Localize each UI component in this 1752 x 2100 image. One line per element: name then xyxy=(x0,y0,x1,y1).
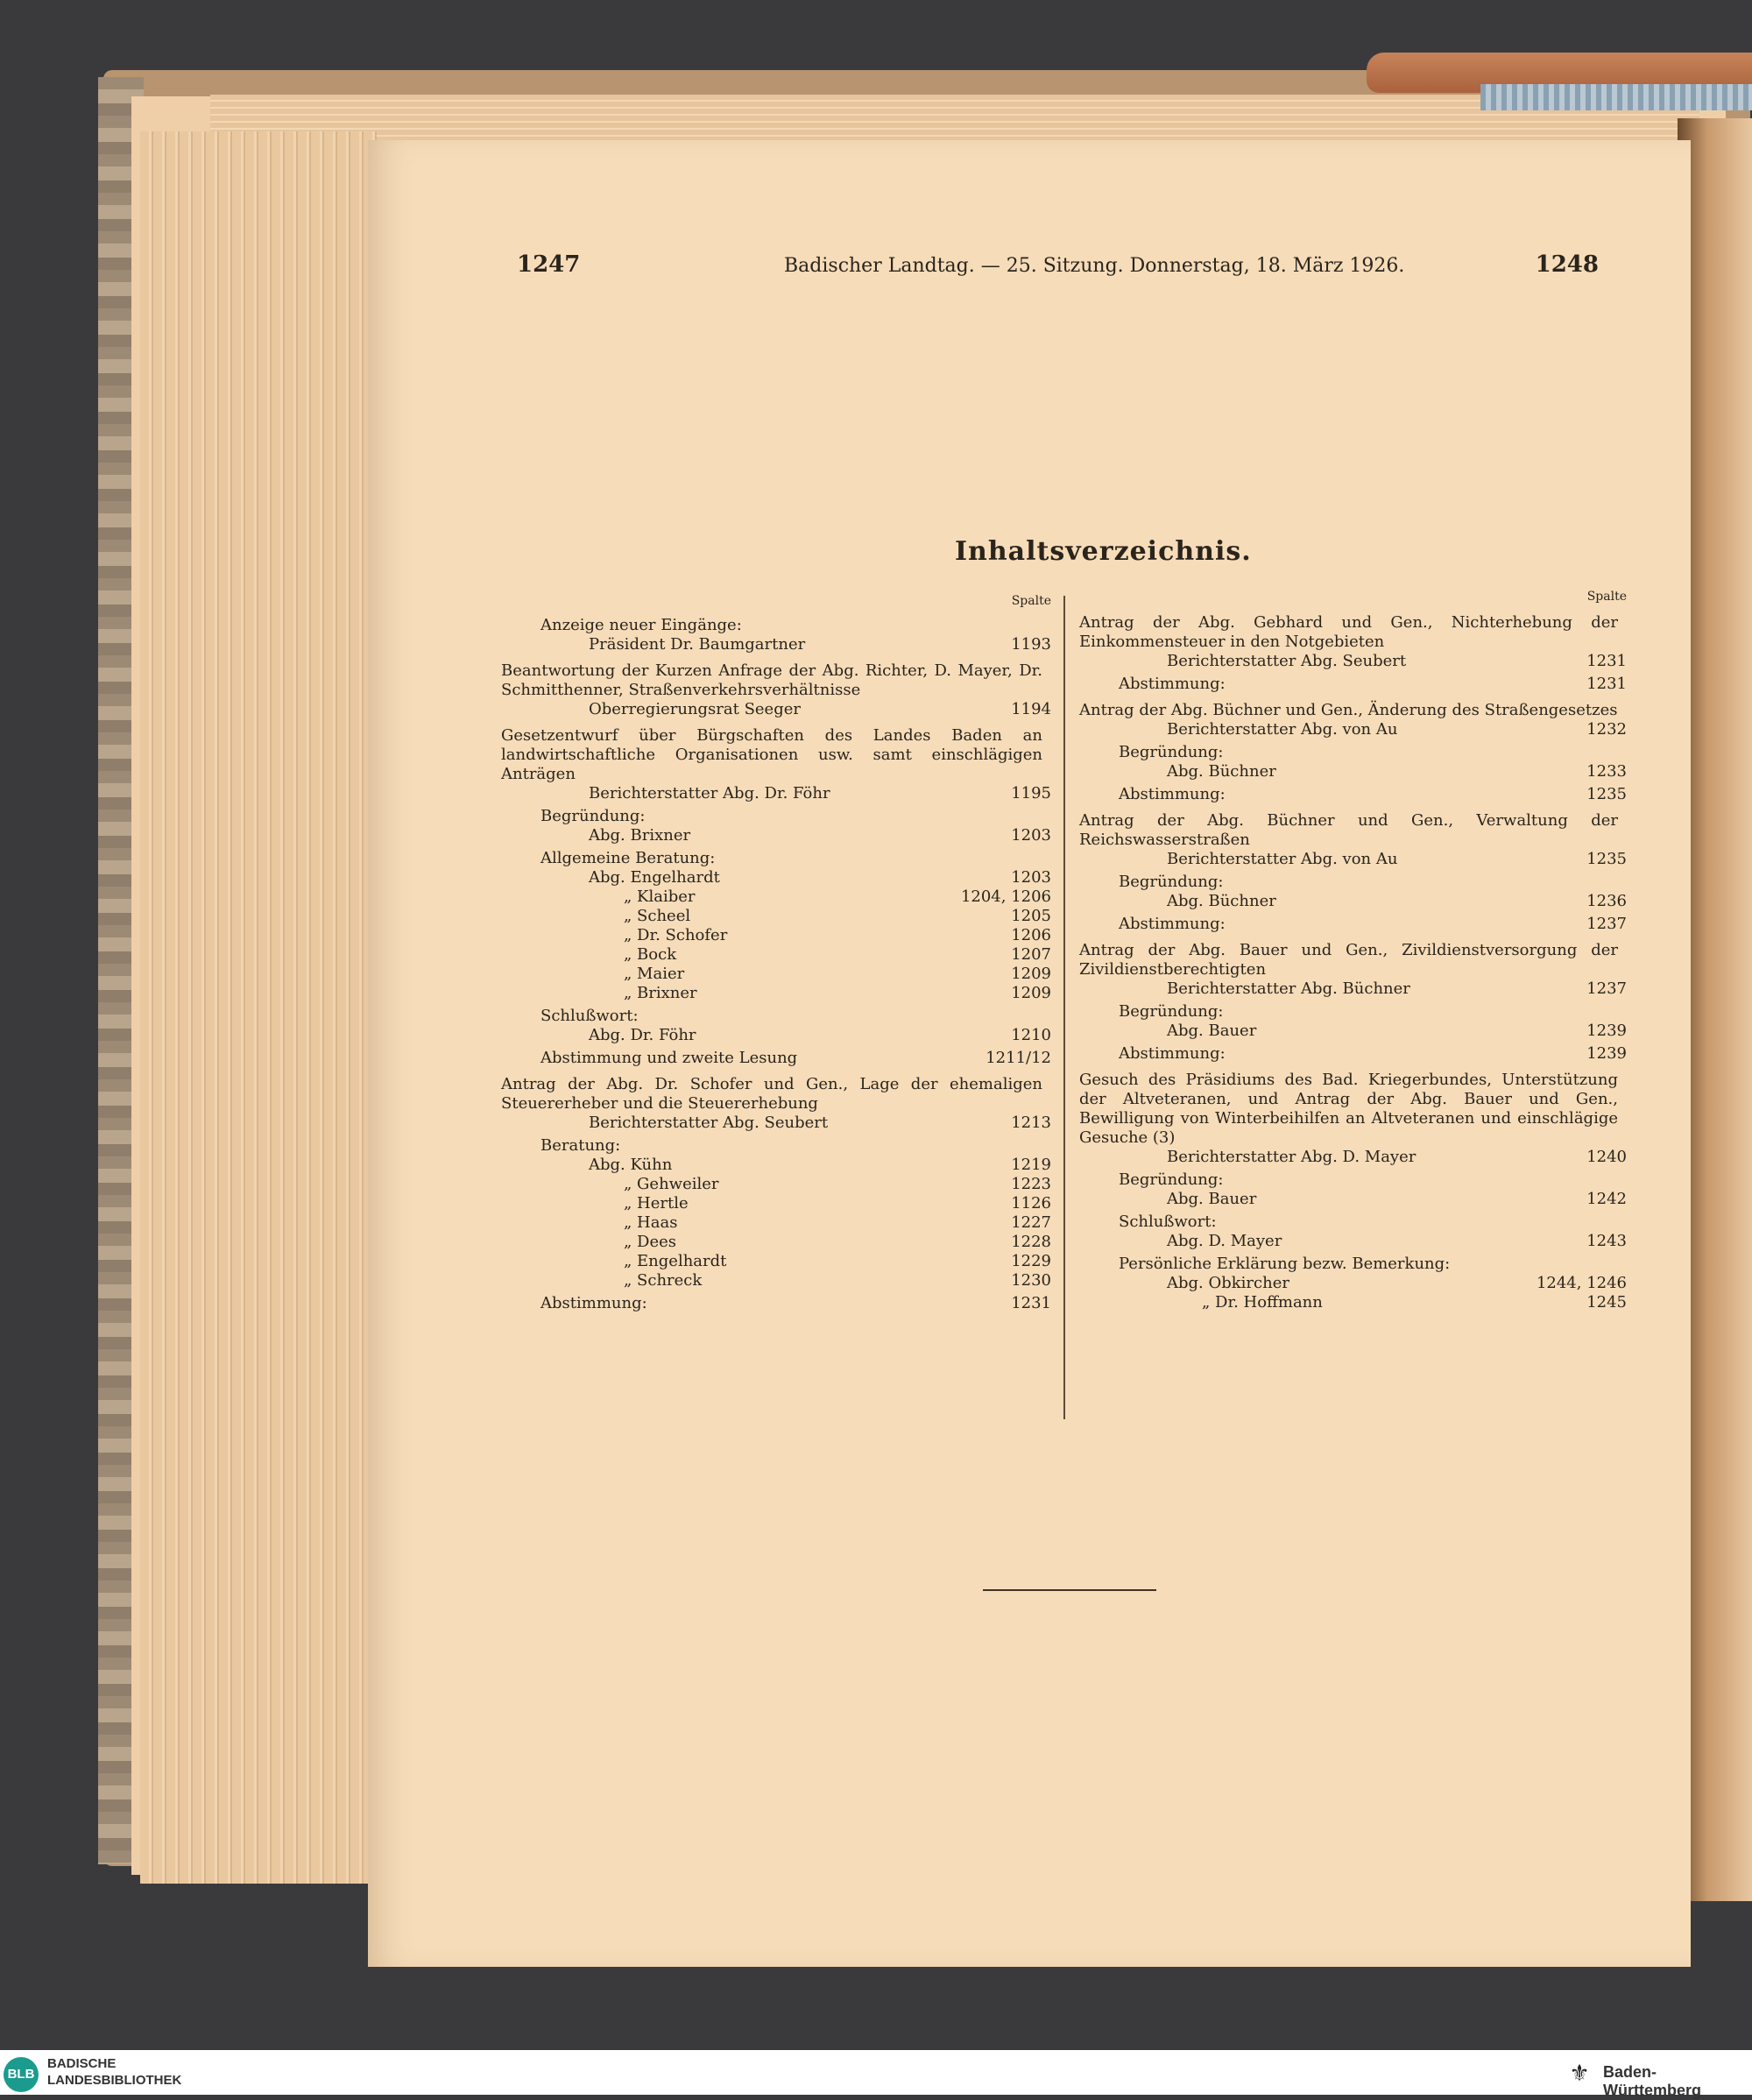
toc-entry-column-number: 1245 xyxy=(1586,1293,1627,1312)
footer-bar xyxy=(0,2050,1752,2099)
toc-entry-text: Berichterstatter Abg. von Au xyxy=(1167,850,1398,868)
toc-entry xyxy=(501,700,1051,719)
state-coat-of-arms-icon[interactable]: ⚜ xyxy=(1569,2061,1590,2087)
toc-entry-text: „ Maier xyxy=(624,965,685,983)
toc-entry xyxy=(1079,785,1627,804)
toc-entry xyxy=(501,1075,1051,1114)
toc-entry-text: „ Bock xyxy=(624,945,677,964)
toc-entry-text: Abg. Dr. Föhr xyxy=(589,1026,696,1044)
toc-entry-column-number: 1204, 1206 xyxy=(960,887,1051,906)
toc-entry xyxy=(1079,850,1627,869)
toc-entry-column-number: 1211/12 xyxy=(986,1049,1051,1067)
toc-entry-column-number: 1205 xyxy=(1011,907,1051,925)
toc-entry-text: Begründung: xyxy=(1119,873,1224,891)
toc-entry-text: Allgemeine Beratung: xyxy=(540,849,716,867)
toc-entry-text: „ Haas xyxy=(624,1213,678,1232)
toc-entry-text: „ Dr. Schofer xyxy=(624,926,728,944)
toc-entry-text: Abstimmung: xyxy=(1119,1044,1226,1063)
column-number-right: 1248 xyxy=(1535,251,1599,278)
toc-entry-column-number: 1237 xyxy=(1586,979,1627,998)
toc-entry xyxy=(1079,811,1627,850)
toc-entry-column-number: 1213 xyxy=(1011,1114,1051,1132)
toc-entry-text: „ Engelhardt xyxy=(624,1252,727,1270)
toc-entry-text: „ Gehweiler xyxy=(624,1175,719,1193)
toc-entry xyxy=(501,1252,1051,1271)
toc-entry-column-number: 1126 xyxy=(1011,1194,1051,1213)
toc-entry-text: Oberregierungsrat Seeger xyxy=(589,700,801,718)
toc-entry xyxy=(501,1294,1051,1313)
toc-entry-text: „ Dees xyxy=(624,1233,677,1251)
toc-entry-column-number: 1210 xyxy=(1011,1026,1051,1044)
toc-entry-text: „ Klaiber xyxy=(624,887,696,906)
toc-entry xyxy=(501,1233,1051,1252)
toc-entry xyxy=(501,965,1051,984)
toc-entry-column-number: 1235 xyxy=(1586,785,1627,803)
toc-entry-column-number: 1242 xyxy=(1586,1190,1627,1208)
toc-entry xyxy=(1079,1232,1627,1251)
toc-entry xyxy=(1079,1293,1627,1312)
toc-entry-text: Beantwortung der Kurzen Anfrage der Abg. Richter, D. Mayer, Dr. Schmitthenner, Straßenverkehrsverhältnisse xyxy=(501,661,1042,699)
toc-entry xyxy=(501,1156,1051,1175)
column-divider xyxy=(1063,596,1065,1419)
toc-entry-text: Abstimmung: xyxy=(540,1294,647,1312)
toc-entry xyxy=(501,887,1051,907)
toc-entry-column-number: 1219 xyxy=(1011,1156,1051,1174)
toc-entry-text: Gesuch des Präsidiums des Bad. Kriegerbundes, Unterstützung der Altveteranen, und Antrag der Abg. Bauer und Gen., Bewilligung von Winterbeihilfen an Altveteranen und einschlägige Gesuche (3) xyxy=(1079,1071,1618,1147)
toc-entry-column-number: 1193 xyxy=(1011,635,1051,654)
running-head-title: Badischer Landtag. — 25. Sitzung. Donnerstag, 18. März 1926. xyxy=(784,255,1405,277)
toc-entry-column-number: 1228 xyxy=(1011,1233,1051,1251)
blb-name-line2: LANDESBIBLIOTHEK xyxy=(47,2073,182,2088)
toc-entry xyxy=(501,661,1051,700)
bookmark-band xyxy=(1480,84,1752,110)
toc-entry-text: „ Scheel xyxy=(624,907,691,925)
toc-entry-text: „ Hertle xyxy=(624,1194,689,1213)
toc-entry-column-number: 1244, 1246 xyxy=(1536,1274,1627,1292)
toc-entry-text: Berichterstatter Abg. Seubert xyxy=(589,1114,829,1132)
toc-entry xyxy=(1079,941,1627,979)
toc-entry xyxy=(1079,1170,1627,1190)
toc-entry xyxy=(501,807,1051,826)
toc-entry xyxy=(501,1271,1051,1290)
toc-entry-text: Abstimmung und zweite Lesung xyxy=(540,1049,798,1067)
blb-logo-icon[interactable]: BLB xyxy=(4,2057,39,2092)
toc-entry-column-number: 1235 xyxy=(1586,850,1627,868)
toc-entry xyxy=(501,1194,1051,1213)
toc-entry xyxy=(1079,892,1627,911)
toc-entry-text: Antrag der Abg. Dr. Schofer und Gen., Lage der ehemaligen Steuererheber und die Steuererhebung xyxy=(501,1075,1042,1113)
toc-entry-column-number: 1229 xyxy=(1011,1252,1051,1270)
toc-entry-column-number: 1223 xyxy=(1011,1175,1051,1193)
toc-entry-text: Schlußwort: xyxy=(1119,1213,1217,1231)
toc-entry-text: „ Schreck xyxy=(624,1271,703,1290)
column-number-left: 1247 xyxy=(517,251,581,278)
toc-entry-text: Abg. Brixner xyxy=(589,826,691,845)
toc-entry xyxy=(501,1049,1051,1068)
toc-entry-text: Abstimmung: xyxy=(1119,915,1226,933)
toc-entry-text: Begründung: xyxy=(1119,743,1224,761)
toc-entry-column-number: 1237 xyxy=(1586,915,1627,933)
toc-entry-column-number: 1207 xyxy=(1011,945,1051,964)
toc-entry-column-number: 1243 xyxy=(1586,1232,1627,1250)
toc-entry-text: Berichterstatter Abg. Büchner xyxy=(1167,979,1410,998)
toc-entry-text: Abg. Büchner xyxy=(1167,762,1276,781)
toc-entry-text: Antrag der Abg. Bauer und Gen., Zivildienstversorgung der Zivildienstberechtigten xyxy=(1079,941,1618,979)
toc-entry-column-number: 1206 xyxy=(1011,926,1051,944)
toc-entry-text: Berichterstatter Abg. Seubert xyxy=(1167,652,1407,670)
page-side-edges xyxy=(140,131,377,1884)
toc-entry xyxy=(501,1026,1051,1045)
toc-entry-column-number: 1230 xyxy=(1011,1271,1051,1290)
blb-name-line1: BADISCHE xyxy=(47,2056,117,2071)
page-title: Inhaltsverzeichnis. xyxy=(955,536,1252,567)
toc-entry-column-number: 1240 xyxy=(1586,1148,1627,1166)
toc-entry-column-number: 1236 xyxy=(1586,892,1627,910)
toc-entry xyxy=(501,726,1051,784)
toc-entry xyxy=(501,1175,1051,1194)
toc-entry-text: Anzeige neuer Eingänge: xyxy=(540,616,742,634)
spalte-label: Spalte xyxy=(1011,594,1051,608)
toc-entry-column-number: 1232 xyxy=(1586,720,1627,739)
toc-entry-text: „ Brixner xyxy=(624,984,697,1002)
toc-entry-column-number: 1209 xyxy=(1011,965,1051,983)
toc-left-column xyxy=(501,591,1051,1313)
toc-entry-text: Präsident Dr. Baumgartner xyxy=(589,635,806,654)
page-top-edges xyxy=(210,95,1699,147)
bw-label[interactable]: Baden-Württemberg xyxy=(1603,2063,1701,2099)
toc-entry-text: Gesetzentwurf über Bürgschaften des Landes Baden an landwirtschaftliche Organisationen usw. samt einschlägigen Anträgen xyxy=(501,726,1042,783)
toc-entry xyxy=(1079,1148,1627,1167)
toc-entry xyxy=(1079,701,1627,720)
toc-entry xyxy=(501,826,1051,845)
toc-entry-column-number: 1231 xyxy=(1011,1294,1051,1312)
toc-entry-text: Persönliche Erklärung bezw. Bemerkung: xyxy=(1119,1255,1451,1273)
toc-entry xyxy=(1079,873,1627,892)
toc-entry-text: Abg. Bauer xyxy=(1167,1022,1257,1040)
toc-entry xyxy=(501,926,1051,945)
toc-entry xyxy=(1079,915,1627,934)
toc-entry xyxy=(501,945,1051,965)
toc-entry-column-number: 1209 xyxy=(1011,984,1051,1002)
toc-entry xyxy=(501,1213,1051,1233)
blb-name[interactable] xyxy=(47,2055,181,2089)
toc-entry xyxy=(1079,720,1627,739)
toc-entry xyxy=(501,1007,1051,1026)
toc-entry xyxy=(1079,762,1627,781)
spalte-label: Spalte xyxy=(1586,590,1627,604)
toc-entry-text: Abg. Kühn xyxy=(589,1156,673,1174)
toc-entry xyxy=(1079,1071,1627,1148)
toc-entry-text: Abg. Bauer xyxy=(1167,1190,1257,1208)
toc-entry xyxy=(1079,613,1627,652)
toc-entry xyxy=(1079,652,1627,671)
toc-entry-column-number: 1203 xyxy=(1011,826,1051,845)
toc-entry xyxy=(1079,1274,1627,1293)
toc-entry-column-number: 1195 xyxy=(1011,784,1051,803)
toc-entry-text: „ Dr. Hoffmann xyxy=(1202,1293,1323,1312)
toc-entry xyxy=(1079,675,1627,694)
toc-entry-text: Antrag der Abg. Büchner und Gen., Änderung des Straßengesetzes xyxy=(1079,701,1618,719)
toc-entry xyxy=(1079,1044,1627,1064)
toc-entry-text: Berichterstatter Abg. Dr. Föhr xyxy=(589,784,830,803)
toc-entry xyxy=(501,849,1051,868)
toc-entry-column-number: 1239 xyxy=(1586,1044,1627,1063)
toc-entry xyxy=(1079,1255,1627,1274)
toc-entry xyxy=(1079,979,1627,999)
toc-entry-column-number: 1227 xyxy=(1011,1213,1051,1232)
toc-entry-text: Abstimmung: xyxy=(1119,785,1226,803)
toc-entry-text: Schlußwort: xyxy=(540,1007,639,1025)
toc-entry-text: Antrag der Abg. Büchner und Gen., Verwaltung der Reichswasserstraßen xyxy=(1079,811,1618,849)
toc-entry xyxy=(501,868,1051,887)
toc-entry-column-number: 1203 xyxy=(1011,868,1051,887)
toc-entry-column-number: 1239 xyxy=(1586,1022,1627,1040)
toc-entry xyxy=(1079,1022,1627,1041)
toc-entry xyxy=(501,1114,1051,1133)
toc-entry-text: Berichterstatter Abg. von Au xyxy=(1167,720,1398,739)
toc-entry-column-number: 1231 xyxy=(1586,675,1627,693)
toc-entry-text: Begründung: xyxy=(540,807,646,825)
toc-entry-column-number: 1194 xyxy=(1011,700,1051,718)
toc-entry-text: Abstimmung: xyxy=(1119,675,1226,693)
toc-right-column xyxy=(1079,587,1627,1312)
toc-entry-column-number: 1233 xyxy=(1586,762,1627,781)
toc-entry xyxy=(501,1136,1051,1156)
toc-entry-text: Abg. Engelhardt xyxy=(589,868,720,887)
toc-entry-text: Begründung: xyxy=(1119,1170,1224,1189)
toc-entry-text: Abg. D. Mayer xyxy=(1167,1232,1282,1250)
running-head xyxy=(517,251,1612,286)
toc-entry xyxy=(1079,1190,1627,1209)
toc-entry xyxy=(1079,1002,1627,1022)
toc-entry-text: Berichterstatter Abg. D. Mayer xyxy=(1167,1148,1416,1166)
toc-entry xyxy=(501,616,1051,635)
toc-entry-column-number: 1231 xyxy=(1586,652,1627,670)
toc-entry xyxy=(1079,743,1627,762)
toc-entry-text: Antrag der Abg. Gebhard und Gen., Nichterhebung der Einkommensteuer in den Notgebieten xyxy=(1079,613,1618,651)
end-rule xyxy=(983,1589,1156,1591)
toc-entry-text: Abg. Obkircher xyxy=(1167,1274,1289,1292)
toc-entry-text: Beratung: xyxy=(540,1136,621,1155)
toc-entry-text: Abg. Büchner xyxy=(1167,892,1276,910)
toc-entry-text: Begründung: xyxy=(1119,1002,1224,1021)
toc-entry xyxy=(1079,1213,1627,1232)
toc-entry xyxy=(501,907,1051,926)
toc-entry xyxy=(501,635,1051,654)
toc-entry xyxy=(501,784,1051,803)
toc-entry xyxy=(501,984,1051,1003)
